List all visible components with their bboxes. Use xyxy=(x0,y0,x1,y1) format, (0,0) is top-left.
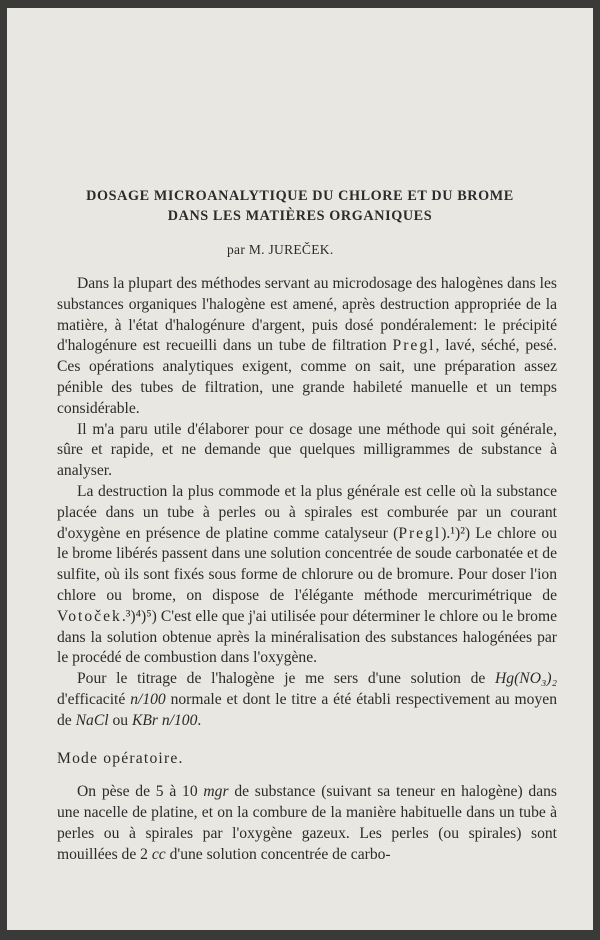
article-title xyxy=(37,186,563,226)
paragraph-3: La destruction la plus commode et la plus générale est celle où la substance placée dans un tube à perles ou à spirales est comburée par un courant d'oxygène en présence de platine comme catalyseur (Pregl).¹)²) Le chlore ou le brome libérés passent dans une solution concentrée de soude carbonatée et de sulfite, où ils sont fixés sous forme de chlorure ou de bromure. Pour doser l'ion chlore ou brome, on dispose de l'élégante méthode mercurimétrique de Votoček.³)⁴)⁵) C'est elle que j'ai utilisée pour déterminer le chlore ou le brome dans la solution obtenue après la minéralisation des substances halogénées par le procédé de combustion dans l'oxygène. xyxy=(57,482,557,667)
name-votocek: Votoček xyxy=(57,607,122,625)
paragraph-4: Pour le titrage de l'halogène je me sers d'une solution de Hg(NO₃)₂ d'efficacité n/100 normale et dont le titre a été établi respectivement au moyen de NaCl ou KBr n/100. xyxy=(57,670,557,729)
formula: Hg(NO₃)₂ xyxy=(495,670,557,688)
footnote-refs: .³)⁴)⁵) xyxy=(121,607,157,625)
title-line-1: DOSAGE MICROANALYTIQUE DU CHLORE ET DU BROME xyxy=(86,188,514,204)
paragraph-2: Il m'a paru utile d'élaborer pour ce dosage une méthode qui soit générale, sûre et rapide, et ne demande que quelques milligrammes de substance à analyser. xyxy=(57,420,557,480)
title-line-2: DANS LES MATIÈRES ORGANIQUES xyxy=(167,208,433,224)
paragraph-1: Dans la plupart des méthodes servant au microdosage des halogènes dans les substances organiques l'halogène est amené, après destruction appropriée de la matière, à l'état d'halogénure d'argent, puis dosé pondéralement: le précipité d'halogénure est recueilli dans un tube de filtration Pregl, lavé, séché, pesé. Ces opérations analytiques exigent, comme on sait, une préparation assez pénible des tubes de filtration, une grande habileté manuelle et un temps considérable. xyxy=(57,275,557,417)
footnote-refs: ).¹)²) xyxy=(441,524,471,542)
paragraph-5: On pèse de 5 à 10 mgr de substance (suivant sa teneur en halogène) dans une nacelle de platine, et on la combure de la manière habituelle dans un tube à perles ou à spirales par l'oxygène gazeux. Les perles (ou spirales) sont mouillées de 2 cc d'une solution concentrée de carbo- xyxy=(57,783,557,863)
section-heading: Mode opératoire. xyxy=(57,749,184,767)
article-body xyxy=(57,274,557,866)
name-pregl: Pregl xyxy=(398,524,442,542)
name-pregl: Pregl xyxy=(392,337,436,355)
book-page xyxy=(7,8,593,930)
author-line: par M. JUREČEK. xyxy=(227,242,334,257)
